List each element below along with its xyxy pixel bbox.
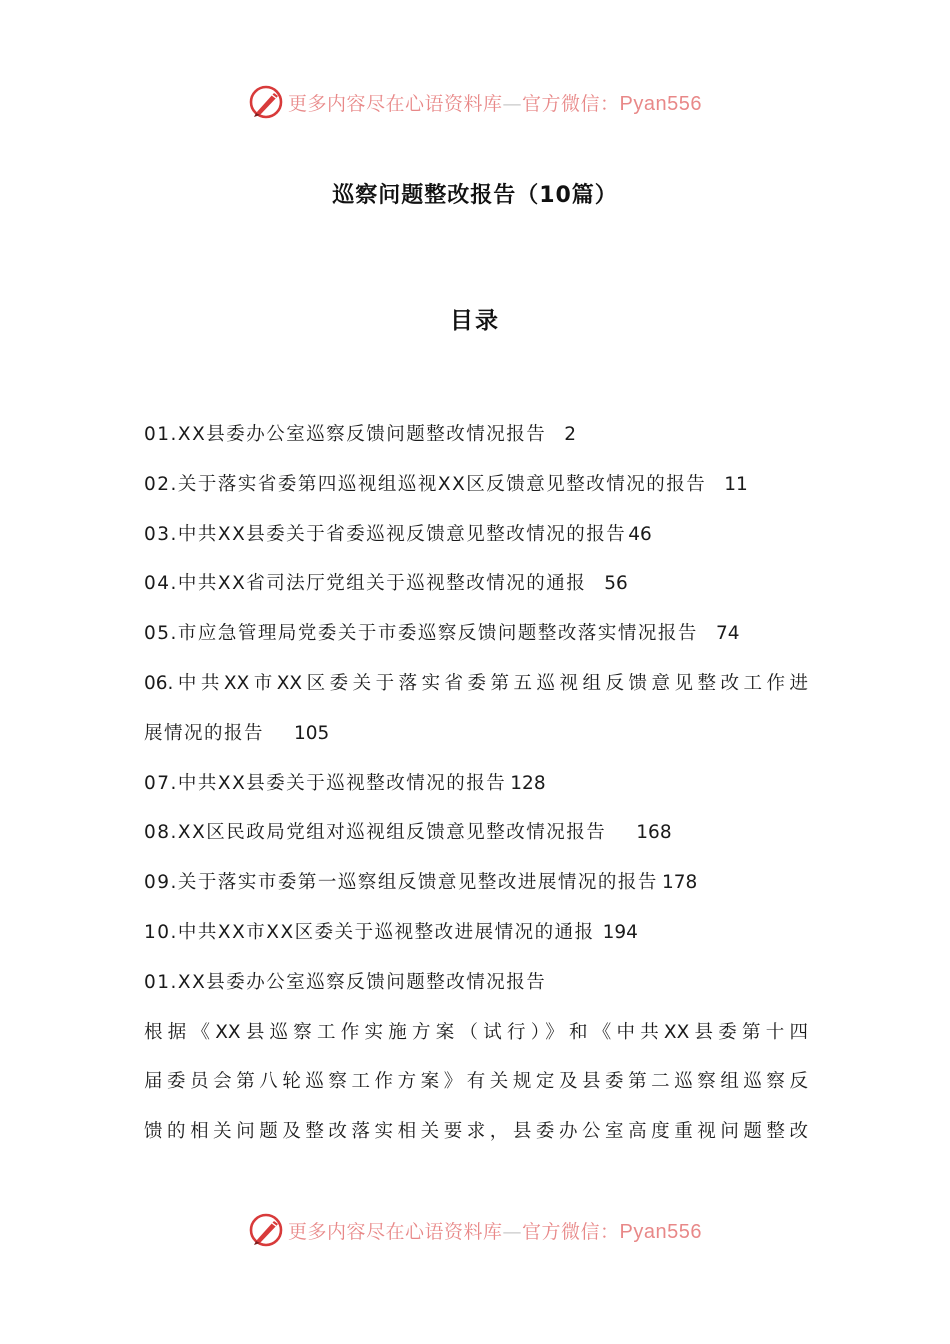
watermark-text — [288, 1217, 702, 1244]
toc-item[interactable] — [144, 460, 808, 510]
toc-item[interactable] — [144, 609, 808, 659]
toc-item-label-line2: 展情况的报告 — [144, 722, 265, 744]
body-text-line: 馈的相关问题及整改落实相关要求，县委办公室高度重视问题整改 — [144, 1121, 808, 1143]
toc-item-label: 09.关于落实市委第一巡察组反馈意见整改进展情况的报告 — [144, 872, 658, 894]
toc-item-page: 74 — [715, 623, 740, 645]
toc-item-page: 128 — [510, 772, 546, 794]
toc-item-continuation[interactable] — [144, 709, 808, 759]
toc-item-page: 194 — [602, 921, 638, 943]
toc-item[interactable] — [144, 659, 808, 709]
toc-item-label: 01.XX县委办公室巡察反馈问题整改情况报告 — [144, 424, 547, 445]
watermark-separator: — — [502, 1220, 523, 1243]
watermark-main: 更多内容尽在心语资料库 — [288, 1220, 503, 1243]
document-title: 巡察问题整改报告（10篇） — [332, 183, 618, 208]
toc-item-label: 02.关于落实省委第四巡视组巡视XX区反馈意见整改情况的报告 — [144, 473, 707, 495]
document-body — [144, 410, 808, 1157]
watermark-separator: — — [502, 92, 523, 115]
toc-item-label: 07.中共XX县委关于巡视整改情况的报告 — [144, 772, 507, 794]
pen-circle-icon — [248, 84, 284, 120]
toc-item-label: 10.中共XX市XX区委关于巡视整改进展情况的通报 — [144, 921, 595, 943]
toc-heading: 目录 — [450, 308, 500, 334]
toc-item-label: 03.中共XX县委关于省委巡视反馈意见整改情况的报告 — [144, 523, 627, 545]
toc-item[interactable] — [144, 908, 808, 958]
watermark-main: 更多内容尽在心语资料库 — [288, 92, 503, 115]
toc-item[interactable] — [144, 759, 808, 809]
body-text-line: 根据《XX县巡察工作实施方案（试行）》和《中共XX县委第十四 — [144, 1021, 808, 1043]
toc-item[interactable] — [144, 808, 808, 858]
watermark-wechat-id: Pyan556 — [619, 1220, 702, 1243]
toc-item-page: 11 — [724, 473, 748, 495]
toc-item[interactable] — [144, 559, 808, 609]
body-text-line: 届委员会第八轮巡察工作方案》有关规定及县委第二巡察组巡察反 — [144, 1071, 808, 1093]
watermark-suffix: 官方微信： — [522, 1220, 620, 1243]
toc-item-label: 05.市应急管理局党委关于市委巡察反馈问题整改落实情况报告 — [144, 623, 698, 645]
toc-item[interactable] — [144, 510, 808, 560]
toc-item-page: 56 — [604, 573, 628, 595]
toc-item-page: 2 — [564, 424, 577, 445]
watermark-suffix: 官方微信： — [522, 92, 620, 115]
toc-item[interactable] — [144, 410, 808, 460]
watermark-text — [288, 89, 702, 116]
toc-item-label-line1: 06.中共XX市XX区委关于落实省委第五巡视组反馈意见整改工作进 — [144, 672, 808, 694]
pen-circle-icon — [248, 1212, 284, 1248]
toc-item-page: 178 — [661, 872, 698, 894]
toc-item-page: 46 — [628, 523, 652, 545]
toc-item-page: 168 — [636, 822, 672, 844]
watermark-banner-bottom — [0, 1208, 950, 1252]
toc-item-label: 08.XX区民政局党组对巡视组反馈意见整改情况报告 — [144, 822, 607, 844]
toc-item[interactable] — [144, 858, 808, 908]
watermark-banner-top — [0, 80, 950, 124]
watermark-wechat-id: Pyan556 — [619, 92, 702, 115]
toc-item-label: 04.中共XX省司法厅党组关于巡视整改情况的通报 — [144, 573, 587, 595]
toc-item-page: 105 — [294, 722, 330, 744]
section-heading: 01.XX县委办公室巡察反馈问题整改情况报告 — [144, 971, 547, 993]
